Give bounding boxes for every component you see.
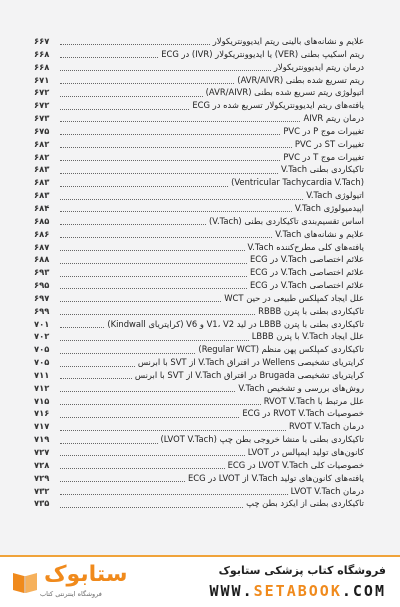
toc-entry[interactable] [34,356,364,369]
toc-entry[interactable] [34,343,364,356]
toc-entry-page-number: ۷۱۱ [34,369,50,380]
table-of-contents [34,35,364,510]
toc-entry[interactable] [34,35,364,48]
toc-entry-page-number: ۶۷۲ [34,100,50,111]
store-url-prefix: WWW. [209,582,254,600]
toc-entry[interactable] [34,305,364,318]
toc-entry[interactable] [34,407,364,420]
toc-entry[interactable] [34,112,364,125]
toc-entry-title: روش‌های بررسی و تشخیص V.Tach [235,382,364,395]
toc-entry-title: تغییرات ST در PVC [292,138,364,151]
toc-entry-title: کرایتریای تشخیصی Wellens در افتراق V.Tach از SVT با ابرنس [135,356,364,369]
dot-leader [60,493,288,495]
toc-entry-title: یافته‌های کلی مطرح‌کننده V.Tach [245,241,364,254]
banner-divider [0,555,400,557]
toc-entry-page-number: ۶۷۲ [34,87,50,98]
toc-entry[interactable] [34,446,364,459]
dot-leader [60,326,104,328]
book-icon [10,567,40,597]
toc-entry[interactable] [34,459,364,472]
toc-entry[interactable] [34,61,364,74]
dot-leader [60,159,280,161]
toc-entry-page-number: ۷۱۲ [34,382,50,393]
dot-leader [60,146,292,148]
toc-entry[interactable] [34,176,364,189]
toc-entry[interactable] [34,318,364,331]
dot-leader [60,108,189,110]
toc-entry[interactable] [34,472,364,485]
dot-leader [60,223,206,225]
store-banner [0,555,400,607]
toc-entry-title: ریتم تسریع شده بطنی (AVR/AIVR) [234,74,364,87]
toc-entry[interactable] [34,279,364,292]
toc-entry[interactable] [34,253,364,266]
toc-entry-page-number: ۷۱۵ [34,395,50,406]
toc-entry-title: علل ایجاد V.Tach با پترن LBBB [249,330,364,343]
toc-entry-page-number: ۷۳۵ [34,498,50,509]
toc-entry-page-number: ۶۸۶ [34,228,50,239]
toc-entry[interactable] [34,48,364,61]
toc-entry-title: اپیدمیولوژی V.Tach [292,202,364,215]
toc-entry[interactable] [34,369,364,382]
toc-entry-page-number: ۷۰۲ [34,331,50,342]
store-url-link[interactable] [210,582,387,600]
toc-entry-title: کرایتریای تشخیصی Brugada در افتراق V.Tach از SVT با ابرنس [132,369,364,382]
toc-entry-title: علایم و نشانه‌های V.Tach [272,228,364,241]
dot-leader [60,287,247,289]
store-name: فروشگاه کتاب پزشکی ستابوک [218,564,386,577]
toc-entry-title: درمان ریتم ایدیوونتریکولار [271,61,364,74]
toc-entry-page-number: ۷۲۷ [34,447,50,457]
toc-entry[interactable] [34,241,364,254]
toc-entry-title: یافته‌های ریتم ایدیوونتریکولار تسریع شده در ECG [189,99,364,112]
toc-entry-title: علائم اختصاصی V.Tach در ECG [247,266,364,279]
toc-entry[interactable] [34,202,364,215]
toc-entry[interactable] [34,420,364,433]
toc-entry-title: اتیولوژی ریتم تسریع شده بطنی (AVR/AIVR) [203,86,364,99]
dot-leader [60,198,303,200]
dot-leader [60,172,278,174]
dot-leader [60,480,185,482]
toc-entry-page-number: ۷۱۷ [34,421,50,432]
toc-entry-page-number: ۶۹۵ [34,280,50,291]
dot-leader [60,262,247,264]
toc-entry[interactable] [34,382,364,395]
toc-entry-title: علائم اختصاصی V.Tach در ECG [247,279,364,292]
toc-entry[interactable] [34,433,364,446]
toc-entry-page-number: ۷۰۵ [34,344,50,355]
toc-entry[interactable] [34,228,364,241]
dot-leader [60,377,132,379]
dot-leader [60,275,247,277]
toc-entry-title: خصوصیات کلی LVOT V.Tach در ECG [225,459,364,472]
dot-leader [60,82,234,84]
toc-entry-page-number: ۷۰۱ [34,318,50,329]
toc-entry-title: اساس تقسیم‌بندی تاکیکاردی بطنی (V.Tach) [206,215,364,228]
toc-entry[interactable] [34,163,364,176]
toc-entry-title: درمان ریتم AIVR [300,112,364,125]
dot-leader [60,43,210,45]
dot-leader [60,95,203,97]
toc-entry-title: (Ventricular Tachycardia V.Tach) [228,176,364,189]
toc-entry-page-number: ۶۶۷ [34,36,50,46]
toc-entry-page-number: ۶۸۲ [34,151,50,162]
toc-entry-page-number: ۶۷۳ [34,113,50,124]
toc-entry-page-number: ۷۰۵ [34,357,50,368]
toc-entry-page-number: ۶۸۸ [34,254,50,265]
dot-leader [60,133,280,135]
toc-entry-page-number: ۷۳۲ [34,485,50,496]
toc-entry-page-number: ۶۸۵ [34,215,50,226]
toc-entry-title: تاکیکاردی کمپلکس پهن منظم (Regular WCT) [195,343,364,356]
toc-entry-title: تغییرات موج T در PVC [280,151,364,164]
toc-entry-title: تاکیکاردی بطنی با منشا خروجی بطن چپ (LVOT V.Tach) [158,433,364,446]
dot-leader [60,352,195,354]
toc-entry[interactable] [34,189,364,202]
toc-entry-page-number: ۷۱۶ [34,408,50,419]
toc-entry-page-number: ۷۲۹ [34,472,50,483]
toc-entry-title: علائم اختصاصی V.Tach در ECG [247,253,364,266]
toc-entry-title: خصوصیات RVOT V.Tach در ECG [239,407,364,420]
dot-leader [60,442,158,444]
dot-leader [60,416,239,418]
toc-entry[interactable] [34,292,364,305]
toc-entry-page-number: ۶۷۱ [34,74,50,85]
logo-wordmark: ستابوک [44,562,128,587]
toc-entry-title: ریتم اسکیپ بطنی (VER) یا ایدیوونتریکولار (IVR) در ECG [158,48,364,61]
toc-entry-page-number: ۶۷۵ [34,125,50,136]
toc-entry-title: تاکیکاردی بطنی از ایکزد بطن چپ [243,497,364,510]
dot-leader [60,185,228,187]
toc-entry-page-number: ۶۸۲ [34,138,50,149]
toc-entry-page-number: ۶۸۳ [34,190,50,201]
dot-leader [60,313,255,315]
toc-entry[interactable] [34,395,364,408]
toc-entry-page-number: ۶۹۹ [34,305,50,316]
toc-entry-page-number: ۶۸۴ [34,202,50,213]
toc-entry[interactable] [34,215,364,228]
toc-entry[interactable] [34,125,364,138]
toc-entry-title: درمان LVOT V.Tach [288,485,364,498]
toc-entry-page-number: ۷۲۸ [34,459,50,470]
store-url-suffix: .COM [341,582,386,600]
toc-entry[interactable] [34,86,364,99]
dot-leader [60,69,271,71]
toc-entry-title: تاکیکاردی بطنی V.Tach [278,163,364,176]
dot-leader [60,210,292,212]
toc-entry-page-number: ۶۹۷ [34,292,50,303]
logo-tagline: فروشگاه اینترنتی کتاب [40,590,102,598]
dot-leader [60,56,158,58]
dot-leader [60,467,225,469]
dot-leader [60,506,243,508]
dot-leader [60,120,300,122]
toc-entry[interactable] [34,497,364,510]
toc-entry-title: درمان RVOT V.Tach [286,420,364,433]
toc-entry-title: یافته‌های کانون‌های تولید V.Tach از LVOT در ECG [185,472,364,485]
dot-leader [60,339,249,341]
toc-entry[interactable] [34,151,364,164]
toc-entry-page-number: ۶۹۳ [34,267,50,278]
toc-entry-page-number: ۶۸۷ [34,241,50,252]
dot-leader [60,249,245,251]
store-url-domain: SETABOOK [253,582,342,600]
dot-leader [60,454,245,456]
toc-entry-title: کانون‌های تولید ایمپالس در LVOT [245,446,364,459]
toc-entry[interactable] [34,485,364,498]
dot-leader [60,300,221,302]
toc-entry-title: علل مرتبط با RVOT V.Tach [261,395,364,408]
toc-entry-title: تاکیکاردی بطنی با پترن LBBB در لید V1، V2 و V6 (کرایتریای Kindwall) [104,318,364,331]
dot-leader [60,429,286,431]
toc-entry-title: اتیولوژی V.Tach [303,189,364,202]
toc-entry-page-number: ۶۸۳ [34,177,50,188]
toc-entry-page-number: ۶۶۸ [34,61,50,72]
toc-entry-title: علایم و نشانه‌های بالینی ریتم ایدیوونتریکولار [210,35,364,48]
dot-leader [60,390,235,392]
dot-leader [60,403,261,405]
toc-entry[interactable] [34,138,364,151]
toc-entry-page-number: ۶۶۸ [34,48,50,59]
toc-entry-page-number: ۷۱۹ [34,434,50,445]
toc-entry[interactable] [34,266,364,279]
setabook-logo[interactable] [10,561,128,603]
toc-entry-page-number: ۶۸۳ [34,164,50,175]
toc-entry-title: تاکیکاردی بطنی با پترن RBBB [255,305,364,318]
toc-entry[interactable] [34,330,364,343]
toc-entry-title: تغییرات موج P در PVC [280,125,364,138]
dot-leader [60,365,135,367]
toc-entry[interactable] [34,99,364,112]
toc-entry-title: علل ایجاد کمپلکس طبیعی در حین WCT [221,292,364,305]
toc-entry[interactable] [34,74,364,87]
dot-leader [60,236,272,238]
